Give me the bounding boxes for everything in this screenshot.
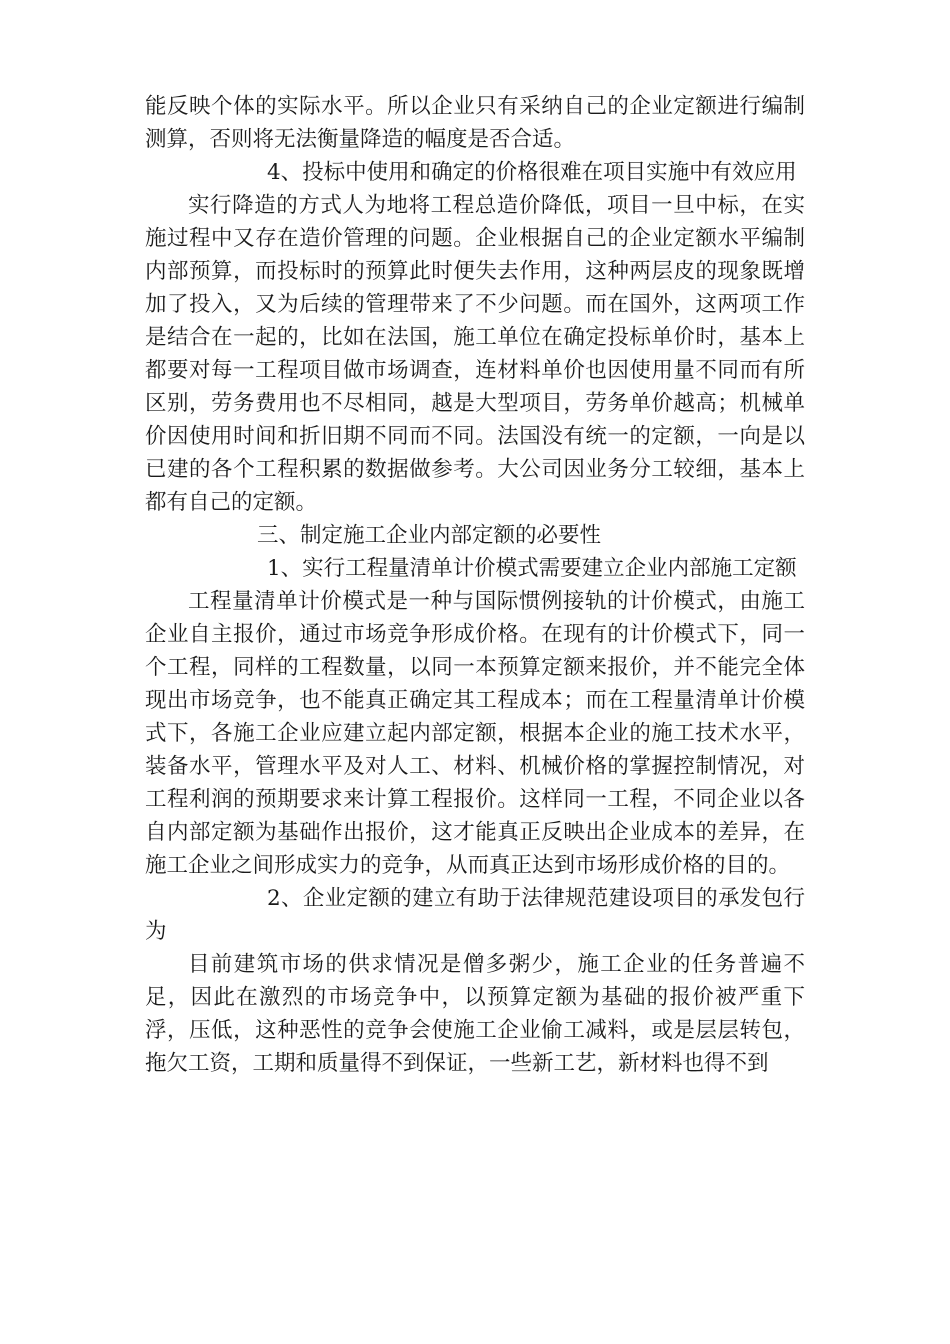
section-heading-2: 2、企业定额的建立有助于法律规范建设项目的承发包行为	[145, 886, 805, 944]
document-body	[145, 90, 805, 1080]
paragraph-pricing-abroad: 实行降造的方式人为地将工程总造价降低，项目一旦中标，在实施过程中又存在造价管理的问题。企业根据自己的企业定额水平编制内部预算，而投标时的预算此时便失去作用，这种两层皮的现象既增加了投入，又为后续的管理带来了不少问题。而在国外，这两项工作是结合在一起的，比如在法国，施工单位在确定投标单价时，基本上都要对每一工程项目做市场调查，连材料单价也因使用量不同而有所区别，劳务费用也不尽相同，越是大型项目，劳务单价越高；机械单价因使用时间和折旧期不同而不同。法国没有统一的定额，一向是以已建的各个工程积累的数据做参考。大公司因业务分工较细，基本上都有自己的定额。	[145, 193, 805, 515]
paragraph-bill-of-quantities: 工程量清单计价模式是一种与国际惯例接轨的计价模式，由施工企业自主报价，通过市场竞争形成价格。在现有的计价模式下，同一个工程，同样的工程数量，以同一本预算定额来报价，并不能完全体现出市场竞争，也不能真正确定其工程成本；而在工程量清单计价模式下，各施工企业应建立起内部定额，根据本企业的施工技术水平，装备水平，管理水平及对人工、材料、机械价格的掌握控制情况，对工程利润的预期要求来计算工程报价。这样同一工程，不同企业以各自内部定额为基础作出报价，这才能真正反映出企业成本的差异，在施工企业之间形成实力的竞争，从而真正达到市场形成价格的目的。	[145, 589, 805, 878]
chapter-heading-3: 三、制定施工企业内部定额的必要性	[257, 523, 602, 548]
section-heading-1: 1、实行工程量清单计价模式需要建立企业内部施工定额	[267, 556, 797, 581]
paragraph-market-situation: 目前建筑市场的供求情况是僧多粥少，施工企业的任务普遍不足，因此在激烈的市场竞争中，以预算定额为基础的报价被严重下浮，压低，这种恶性的竞争会使施工企业偷工减料，或是层层转包，拖欠工资，工期和质量得不到保证，一些新工艺，新材料也得不到	[145, 952, 805, 1076]
paragraph-continued: 能反映个体的实际水平。所以企业只有采纳自己的企业定额进行编制测算，否则将无法衡量降造的幅度是否合适。	[145, 94, 805, 152]
section-heading-4: 4、投标中使用和确定的价格很难在项目实施中有效应用	[267, 160, 797, 185]
